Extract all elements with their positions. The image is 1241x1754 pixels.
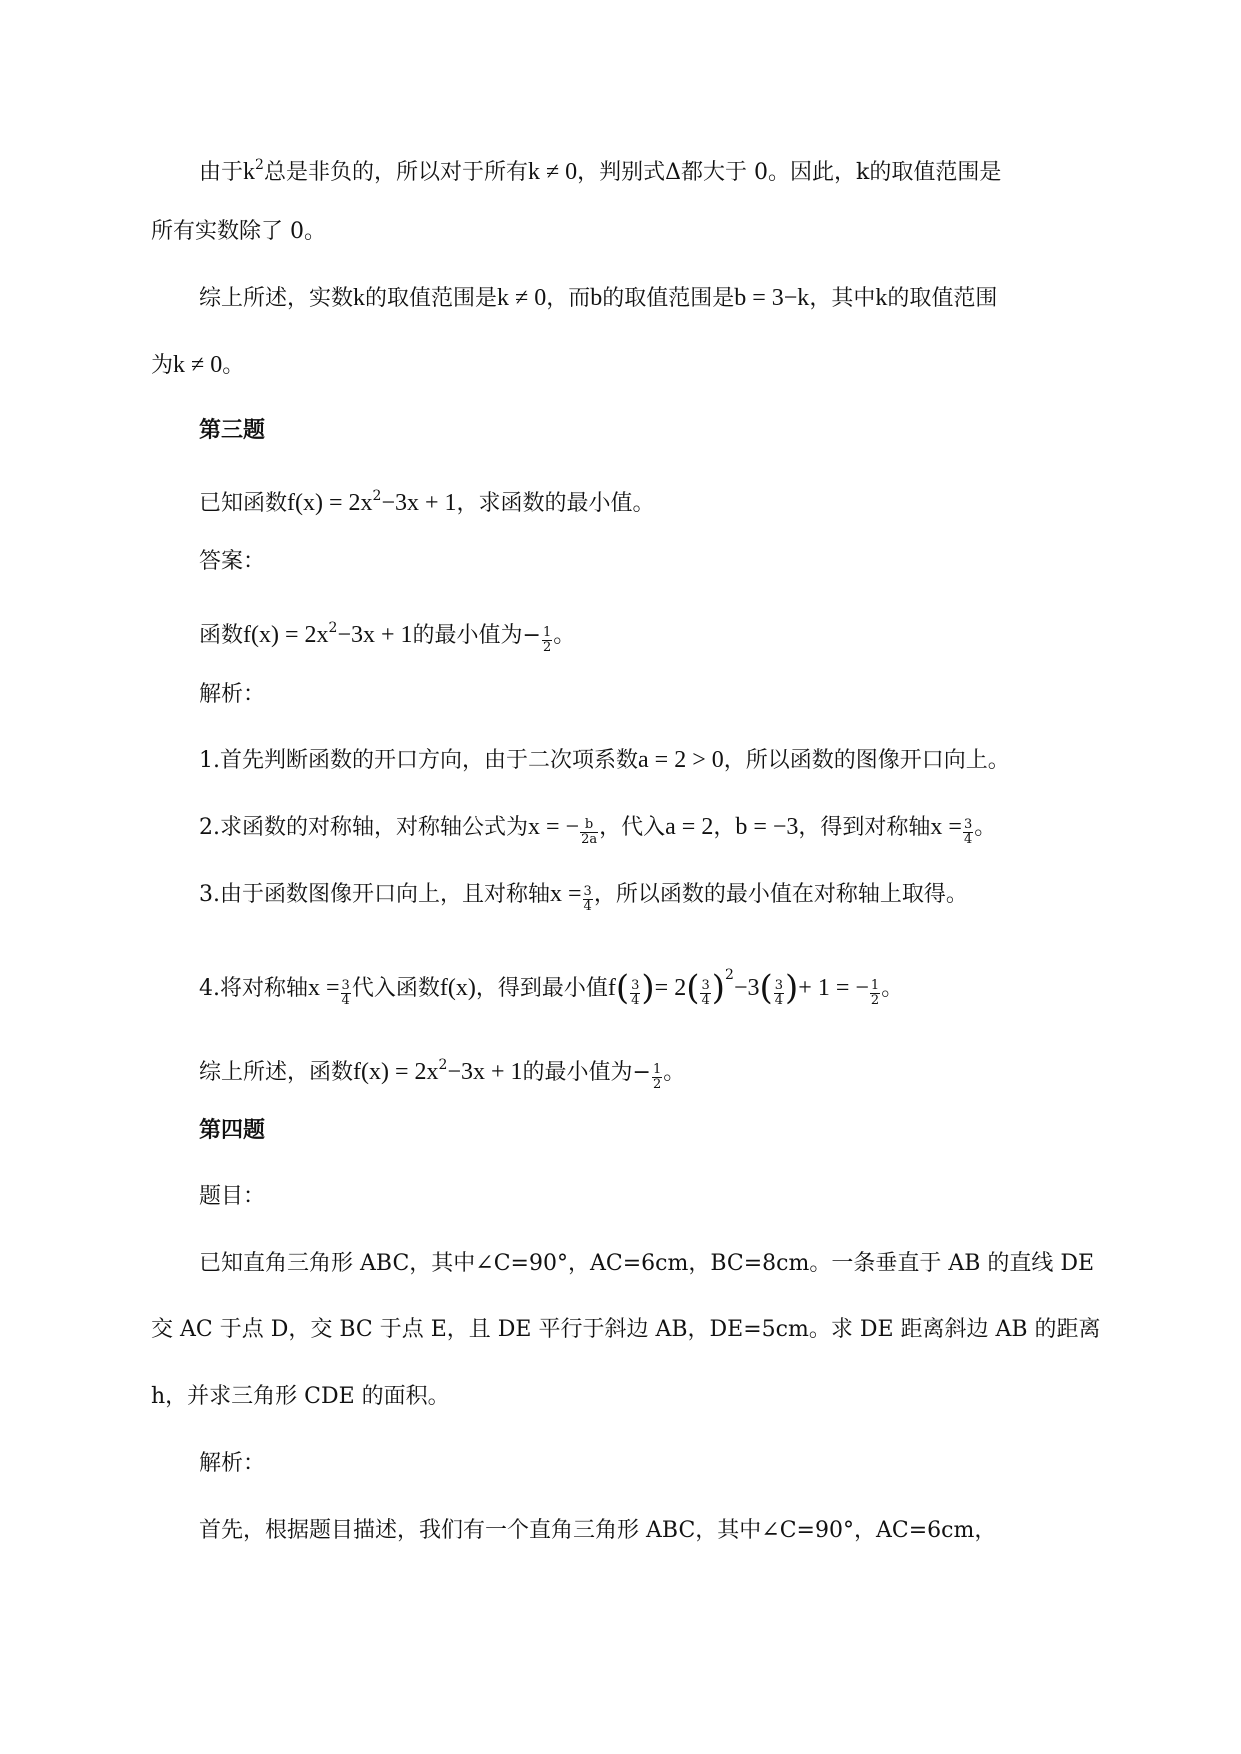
fraction bbox=[580, 818, 598, 847]
analysis-label: 解析： bbox=[199, 1451, 266, 1476]
question-statement bbox=[199, 481, 655, 519]
text: ，求函数的最小值。 bbox=[456, 491, 655, 516]
text: ，得到对称轴 bbox=[798, 815, 931, 840]
text: 。 bbox=[553, 623, 576, 648]
text: 都大于 0。因此，k的取值范围是 bbox=[681, 160, 1002, 185]
math-expression: f(x) = 2x bbox=[243, 622, 329, 648]
numerator: 3 bbox=[583, 884, 592, 899]
text: 综上所述，函数 bbox=[199, 1060, 354, 1085]
right-paren-icon: ) bbox=[785, 968, 799, 1008]
answer-label: 答案： bbox=[199, 549, 266, 574]
numerator: 1 bbox=[870, 978, 880, 993]
numerator: 1 bbox=[652, 1062, 662, 1077]
left-paren-icon: ( bbox=[759, 968, 773, 1008]
numerator: 3 bbox=[341, 978, 350, 993]
math-expression: −3x + 1 bbox=[381, 490, 457, 516]
math-expression: = 2 bbox=[654, 975, 687, 1001]
question-statement: 交 AC 于点 D，交 BC 于点 E，且 DE 平行于斜边 AB，DE=5cm。求 DE 距离斜边 AB 的距离 bbox=[151, 1317, 1101, 1342]
denominator: 4 bbox=[774, 993, 784, 1008]
math-expression: f(x) = 2x bbox=[353, 1059, 439, 1085]
denominator: 2 bbox=[542, 640, 552, 655]
exponent: 2 bbox=[372, 488, 382, 504]
fraction bbox=[700, 979, 710, 1008]
denominator: 4 bbox=[963, 832, 973, 847]
exponent: 2 bbox=[725, 967, 734, 983]
math-expression: x = − bbox=[528, 814, 580, 840]
fraction bbox=[341, 979, 351, 1008]
numerator: 3 bbox=[701, 978, 710, 993]
text: 。 bbox=[974, 815, 997, 840]
question-statement: 已知直角三角形 ABC，其中∠C=90°，AC=6cm，BC=8cm。一条垂直于 AB 的直线 DE bbox=[199, 1251, 1095, 1276]
math-expression: x = bbox=[308, 975, 340, 1001]
text: 已知函数 bbox=[199, 491, 288, 516]
paragraph-line: 所有实数除了 0。 bbox=[151, 219, 326, 244]
text: 的最小值为− bbox=[522, 1060, 651, 1085]
text: 3.由于函数图像开口向上，且对称轴 bbox=[199, 882, 550, 907]
numerator: 3 bbox=[774, 978, 784, 993]
math-expression: b = 3−k bbox=[734, 285, 810, 311]
math-expression: k ≠ 0 bbox=[527, 159, 578, 185]
exponent: 2 bbox=[328, 620, 338, 636]
question-label: 题目： bbox=[199, 1184, 266, 1209]
analysis-text: 首先，根据题目描述，我们有一个直角三角形 ABC，其中∠C=90°，AC=6cm， bbox=[199, 1518, 997, 1543]
math-expression: f bbox=[607, 975, 616, 1001]
section-heading: 第四题 bbox=[199, 1117, 266, 1143]
summary-text bbox=[199, 1050, 685, 1092]
exponent: 2 bbox=[438, 1057, 448, 1073]
analysis-step bbox=[199, 745, 1010, 776]
fraction bbox=[870, 979, 880, 1008]
paragraph-line bbox=[151, 350, 244, 381]
fraction bbox=[774, 979, 784, 1008]
text: 综上所述，实数 bbox=[199, 286, 354, 311]
math-expression: b = −3 bbox=[735, 814, 799, 840]
math-expression: f(x) bbox=[439, 975, 476, 1001]
text: 的最小值为− bbox=[412, 623, 541, 648]
text: 总是非负的，所以对于所有 bbox=[263, 160, 528, 185]
math-variable: k bbox=[243, 159, 256, 185]
denominator: 4 bbox=[341, 993, 350, 1008]
math-expression: −3x + 1 bbox=[337, 622, 413, 648]
paragraph-line bbox=[199, 150, 1001, 188]
text: ，所以函数的最小值在对称轴上取得。 bbox=[593, 882, 968, 907]
text: ，其中 bbox=[809, 286, 876, 311]
math-expression: f(x) = 2x bbox=[287, 490, 373, 516]
math-expression: −3x + 1 bbox=[447, 1059, 523, 1085]
text: 。 bbox=[663, 1060, 686, 1085]
math-expression: x = bbox=[930, 814, 962, 840]
text: 。 bbox=[881, 976, 904, 1001]
math-expression: + 1 = − bbox=[798, 975, 869, 1001]
numerator: 3 bbox=[631, 978, 640, 993]
answer-text bbox=[199, 613, 575, 655]
text: 2.求函数的对称轴，对称轴公式为 bbox=[199, 815, 528, 840]
math-symbol: Δ bbox=[665, 160, 682, 185]
math-variable: k bbox=[353, 285, 366, 311]
math-expression: x = bbox=[550, 881, 582, 907]
denominator: 4 bbox=[631, 993, 640, 1008]
denominator: 2 bbox=[870, 993, 880, 1008]
fraction bbox=[583, 885, 593, 914]
text: ，所以函数的图像开口向上。 bbox=[723, 748, 1010, 773]
fraction bbox=[542, 626, 552, 655]
fraction bbox=[630, 979, 640, 1008]
text: 的取值范围是 bbox=[602, 286, 735, 311]
text: 由于 bbox=[199, 160, 244, 185]
text: 1.首先判断函数的开口方向，由于二次项系数 bbox=[199, 748, 638, 773]
section-heading: 第三题 bbox=[199, 417, 266, 443]
denominator: 2a bbox=[581, 832, 598, 847]
text: 的取值范围是 bbox=[365, 286, 498, 311]
math-expression: k ≠ 0 bbox=[173, 352, 223, 378]
question-statement: h，并求三角形 CDE 的面积。 bbox=[151, 1384, 450, 1409]
left-paren-icon: ( bbox=[615, 968, 630, 1008]
text: 4.将对称轴 bbox=[199, 976, 308, 1001]
numerator: 1 bbox=[542, 625, 552, 640]
exponent: 2 bbox=[255, 157, 264, 173]
text: ，而 bbox=[546, 286, 591, 311]
analysis-step bbox=[199, 879, 968, 914]
text: 。 bbox=[222, 353, 245, 378]
text: 代入函数 bbox=[351, 976, 440, 1001]
text: 为 bbox=[151, 353, 174, 378]
analysis-step bbox=[199, 960, 903, 1008]
fraction bbox=[652, 1063, 662, 1092]
text: ，代入 bbox=[599, 815, 666, 840]
math-expression: a = 2 > 0 bbox=[638, 747, 724, 773]
math-expression: a = 2 bbox=[665, 814, 714, 840]
right-paren-icon: ) bbox=[711, 968, 726, 1008]
text: ，得到最小值 bbox=[475, 976, 608, 1001]
text: ，判别式 bbox=[577, 160, 666, 185]
text: ， bbox=[713, 815, 736, 840]
denominator: 4 bbox=[701, 993, 710, 1008]
text: 的取值范围 bbox=[887, 286, 998, 311]
numerator: b bbox=[580, 818, 598, 833]
paragraph-line bbox=[199, 283, 997, 314]
math-variable: b bbox=[590, 285, 603, 311]
denominator: 2 bbox=[652, 1077, 662, 1092]
text: 函数 bbox=[199, 623, 244, 648]
fraction bbox=[963, 818, 973, 847]
math-variable: k bbox=[875, 285, 888, 311]
left-paren-icon: ( bbox=[686, 968, 700, 1008]
analysis-label: 解析： bbox=[199, 682, 266, 707]
math-expression: k ≠ 0 bbox=[497, 285, 547, 311]
denominator: 4 bbox=[583, 899, 592, 914]
analysis-step bbox=[199, 812, 996, 847]
right-paren-icon: ) bbox=[641, 968, 655, 1008]
math-expression: −3 bbox=[733, 975, 760, 1001]
numerator: 3 bbox=[963, 817, 973, 832]
